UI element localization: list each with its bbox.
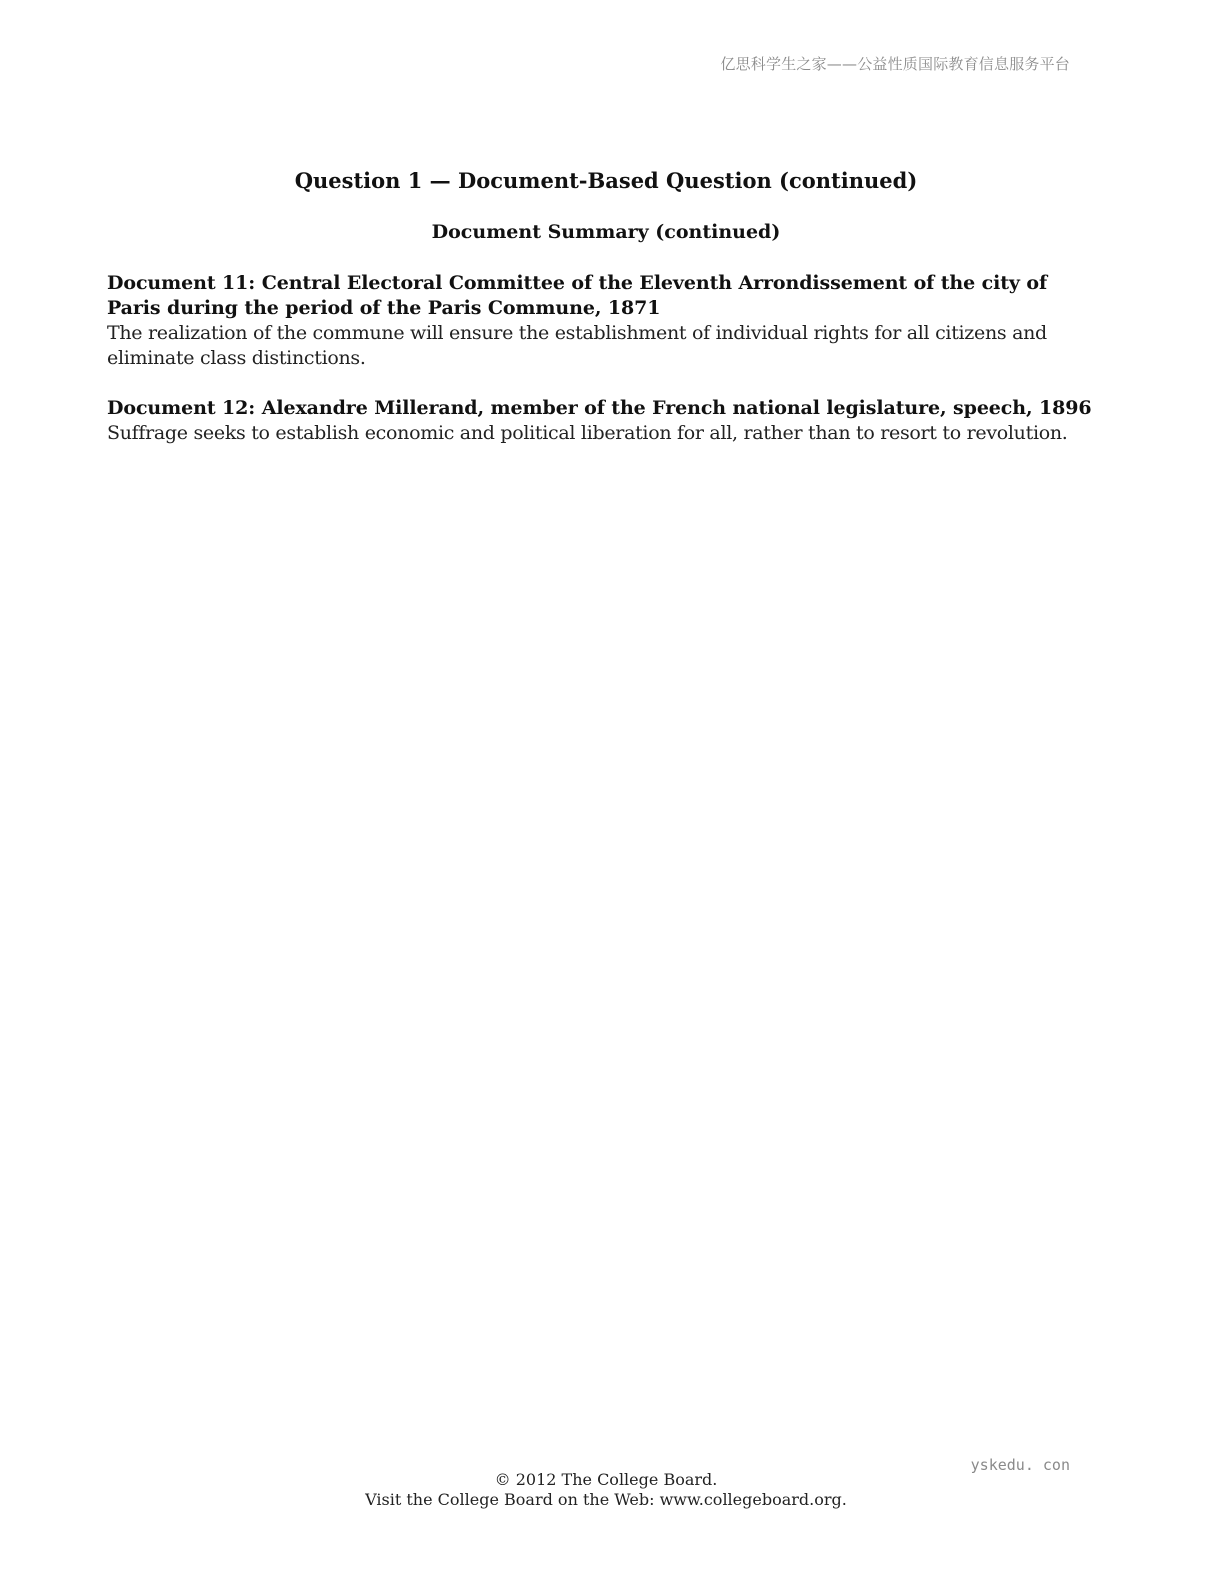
- section-title: Document Summary (continued): [431, 221, 781, 243]
- document-summary: The realization of the commune will ensure the establishment of individual rights for all citizens and eliminate class distinctions.: [107, 322, 1047, 369]
- document-entry: [107, 271, 1097, 371]
- document-summary: Suffrage seeks to establish economic and political liberation for all, rather than to resort to revolution.: [107, 422, 1068, 444]
- page-title: Question 1 — Document-Based Question (continued): [294, 168, 918, 193]
- document-entry: [107, 396, 1097, 446]
- footer-visit-link-text: Visit the College Board on the Web: www.collegeboard.org.: [365, 1490, 847, 1509]
- document-heading: Document 12: Alexandre Millerand, member of the French national legislature, speech, 1896: [107, 397, 1092, 419]
- page-footer: [0, 1470, 1212, 1510]
- header-watermark: 亿思科学生之家——公益性质国际教育信息服务平台: [720, 55, 1070, 73]
- footer-watermark: yskedu. con: [970, 1456, 1070, 1474]
- document-heading: Document 11: Central Electoral Committee of the Eleventh Arrondissement of the city of Paris during the period of the Paris Commune, 1871: [107, 272, 1048, 319]
- document-list: [107, 271, 1097, 471]
- footer-copyright: © 2012 The College Board.: [494, 1470, 718, 1489]
